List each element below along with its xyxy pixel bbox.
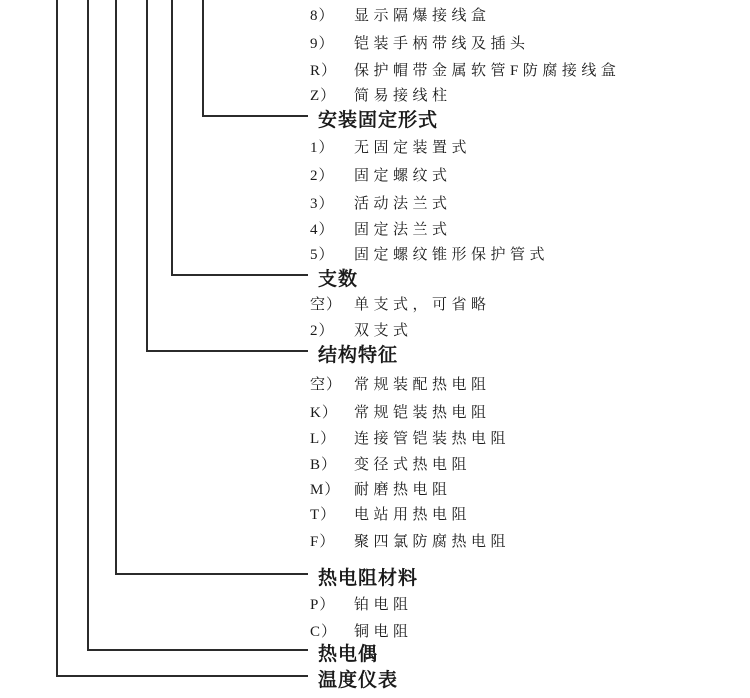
section-header <box>310 563 748 589</box>
item-code: 9） <box>310 35 335 52</box>
item-label: 简易接线柱 <box>354 87 452 104</box>
code-item <box>310 189 740 215</box>
item-code: F） <box>310 533 336 550</box>
code-item <box>310 1 740 27</box>
code-item <box>310 398 740 424</box>
section-header-label: 支数 <box>318 267 359 290</box>
item-code: 4） <box>310 221 335 238</box>
code-item <box>310 500 740 526</box>
item-code: 空） <box>310 376 343 393</box>
code-item <box>310 590 740 616</box>
item-label: 单支式，可省略 <box>354 296 491 313</box>
section-header <box>310 264 748 290</box>
code-item <box>310 370 740 396</box>
item-code: R） <box>310 62 338 79</box>
item-code: 8） <box>310 7 335 24</box>
code-item <box>310 240 740 266</box>
item-label: 铂电阻 <box>354 596 413 613</box>
section-header <box>310 340 748 366</box>
code-item <box>310 29 740 55</box>
item-label: 无固定装置式 <box>354 139 472 156</box>
item-label: 连接管铠装热电阻 <box>354 430 511 447</box>
item-label: 固定螺纹锥形保护管式 <box>354 246 550 263</box>
item-label: 聚四氯防腐热电阻 <box>354 533 511 550</box>
section-header-label: 安装固定形式 <box>318 108 439 131</box>
item-code: 空） <box>310 296 343 313</box>
item-code: 3） <box>310 195 335 212</box>
code-item <box>310 475 740 501</box>
item-code: B） <box>310 456 338 473</box>
item-code: L） <box>310 430 337 447</box>
item-label: 常规铠装热电阻 <box>354 404 491 421</box>
item-label: 显示隔爆接线盒 <box>354 7 491 24</box>
item-code: 1） <box>310 139 335 156</box>
item-label: 固定法兰式 <box>354 221 452 238</box>
section-header-label: 温度仪表 <box>318 668 399 691</box>
item-code: Z） <box>310 87 337 104</box>
code-item <box>310 290 740 316</box>
item-label: 变径式热电阻 <box>354 456 472 473</box>
item-label: 铠装手柄带线及插头 <box>354 35 530 52</box>
item-label: 保护帽带金属软管F防腐接线盒 <box>354 62 621 79</box>
item-code: 2） <box>310 322 335 339</box>
code-item <box>310 424 740 450</box>
item-code: K） <box>310 404 338 421</box>
section-header <box>310 665 748 691</box>
code-item <box>310 215 740 241</box>
item-label: 电站用热电阻 <box>354 506 472 523</box>
item-code: 2） <box>310 167 335 184</box>
item-label: 铜电阻 <box>354 623 413 640</box>
section-header-label: 结构特征 <box>318 343 399 366</box>
code-item <box>310 316 740 342</box>
item-label: 活动法兰式 <box>354 195 452 212</box>
item-label: 常规装配热电阻 <box>354 376 491 393</box>
code-item <box>310 133 740 159</box>
item-label: 耐磨热电阻 <box>354 481 452 498</box>
section-header-label: 热电阻材料 <box>318 566 419 589</box>
item-code: 5） <box>310 246 335 263</box>
section-header-label: 热电偶 <box>318 642 379 665</box>
code-item <box>310 56 740 82</box>
section-header <box>310 105 748 131</box>
item-code: C） <box>310 623 338 640</box>
code-item <box>310 527 740 553</box>
code-item <box>310 81 740 107</box>
item-code: T） <box>310 506 337 523</box>
item-label: 双支式 <box>354 322 413 339</box>
item-label: 固定螺纹式 <box>354 167 452 184</box>
section-header <box>310 639 748 665</box>
item-code: P） <box>310 596 336 613</box>
code-item <box>310 450 740 476</box>
code-item <box>310 161 740 187</box>
item-code: M） <box>310 481 341 498</box>
